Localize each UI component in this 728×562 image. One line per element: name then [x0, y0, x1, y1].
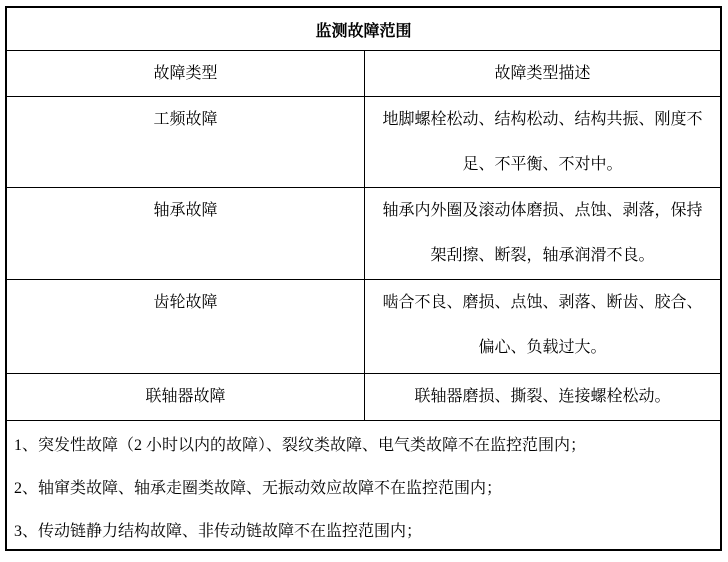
table-header-row — [7, 51, 720, 97]
fault-desc-cell: 地脚螺栓松动、结构松动、结构共振、刚度不足、不平衡、不对中。 — [382, 111, 703, 173]
table-row — [7, 280, 720, 374]
table-title-row — [7, 8, 720, 51]
fault-type-cell: 轴承故障 — [7, 188, 365, 279]
fault-type-cell: 联轴器故障 — [7, 374, 365, 420]
note-line-3: 3、传动链静力结构故障、非传动链故障不在监控范围内； — [14, 523, 423, 540]
header-fault-desc: 故障类型描述 — [494, 65, 591, 82]
fault-desc-cell: 轴承内外圈及滚动体磨损、点蚀、剥落，保持架刮擦、断裂，轴承润滑不良。 — [382, 202, 703, 264]
table-title: 监测故障范围 — [315, 22, 412, 40]
fault-type-cell: 齿轮故障 — [7, 280, 365, 373]
table-row — [7, 97, 720, 188]
note-line-1: 1、突发性故障（2 小时以内的故障）、裂纹类故障、电气类故障不在监控范围内； — [14, 437, 587, 454]
fault-desc-cell: 啮合不良、磨损、点蚀、剥落、断齿、胶合、偏心、负载过大。 — [382, 294, 703, 356]
note-line-2: 2、轴窜类故障、轴承走圈类故障、无振动效应故障不在监控范围内； — [14, 480, 503, 497]
fault-desc-cell: 联轴器磨损、撕裂、连接螺栓松动。 — [414, 388, 671, 405]
table-notes — [7, 421, 720, 549]
header-fault-type: 故障类型 — [7, 51, 365, 96]
table-row — [7, 374, 720, 421]
table-row — [7, 188, 720, 280]
fault-scope-table — [5, 6, 722, 551]
fault-type-cell: 工频故障 — [7, 97, 365, 187]
